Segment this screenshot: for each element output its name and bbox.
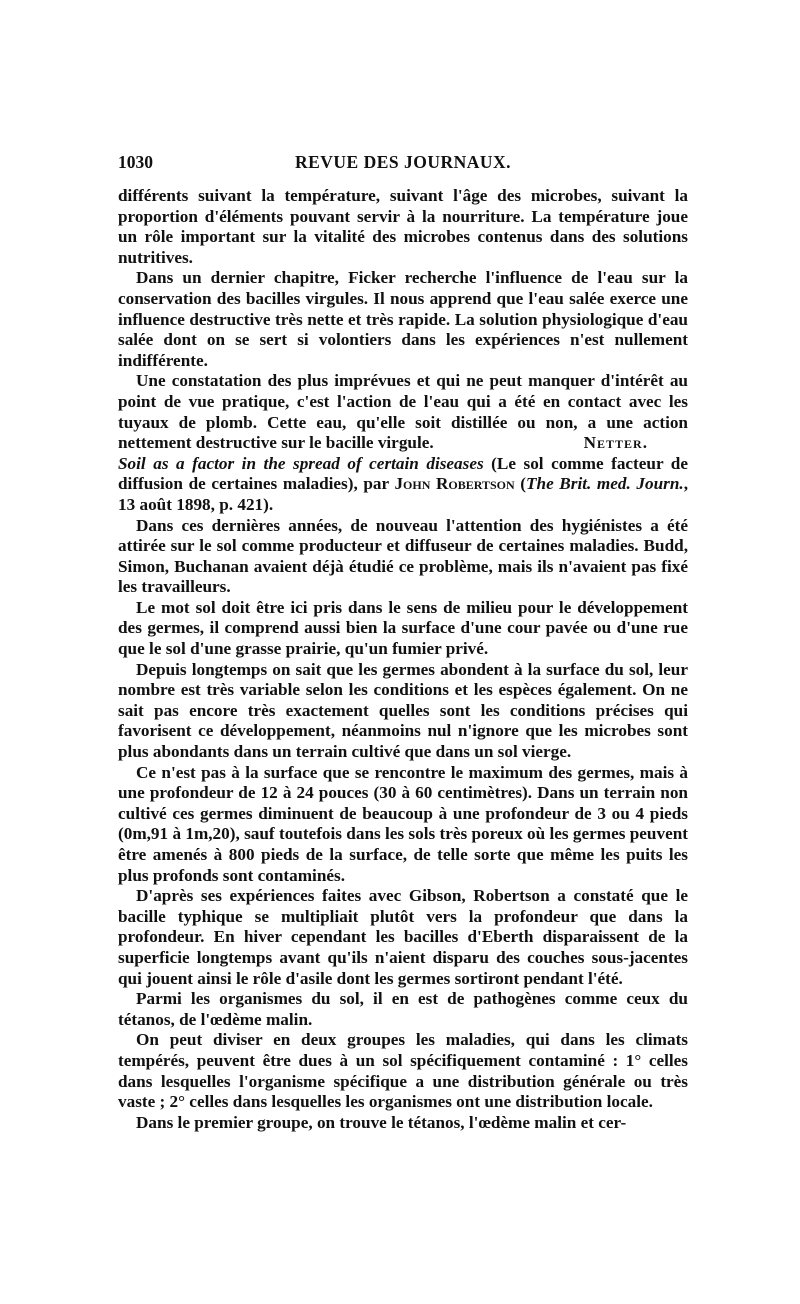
paragraph: Depuis longtemps on sait que les germes abondent à la surface du sol, leur nombre est très variable selon les conditions et les espèces également. On ne sait pas encore très exactement quelles sont les conditions précises qui favorisent ce développement, néanmoins nul n'ignore que les microbes sont plus abondants dans un terrain cultivé que dans un sol vierge.: [118, 659, 688, 762]
paragraph: Dans le premier groupe, on trouve le tétanos, l'œdème malin et cer-: [136, 1112, 627, 1132]
paragraph: Dans un dernier chapitre, Ficker recherche l'influence de l'eau sur la conservation des bacilles virgules. Il nous apprend que l'eau salée exerce une influence destructive très nette et très rapide. La solution physiologique d'eau salée dont on se sert si volontiers dans les expériences n'est nullement indifférente.: [118, 268, 688, 370]
author-signature: Netter.: [583, 433, 648, 453]
paragraph: Dans ces dernières années, de nouveau l'attention des hygiénistes a été attirée sur le sol comme producteur et diffuseur de certaines maladies. Budd, Simon, Buchanan avaient déjà étudié ce problème, mais ils n'avaient pas fixé les travailleurs.: [118, 515, 688, 597]
paragraph-text: Une constatation des plus imprévues et qui ne peut manquer d'intérêt au point de vue pratique, c'est l'action de l'eau qui a été en contact avec les tuyaux de plomb. Cette eau, qu'elle soit distillée ou non, a une action nettement destructive sur le bacille virgule.: [118, 371, 688, 453]
paragraph: [118, 371, 688, 453]
journal-citation: , 13 août 1898, p. 421).: [118, 474, 688, 514]
page-number: 1030: [118, 152, 153, 172]
journal-open: (: [514, 474, 527, 494]
article-author: John Robertson: [394, 474, 515, 494]
article-title: Soil as a factor in the spread of certain diseases: [118, 453, 484, 473]
body-text: [118, 186, 688, 1133]
article-title-translation: (Le sol comme facteur de diffusion de certaines maladies), par: [118, 453, 688, 494]
paragraph: différents suivant la température, suivant l'âge des microbes, suivant la proportion d'éléments pouvant servir à la nourriture. La température joue un rôle important sur la vitalité des microbes contenus dans des solutions nutritives.: [118, 186, 688, 267]
article-heading: [118, 454, 688, 516]
paragraph: Le mot sol doit être ici pris dans le sens de milieu pour le développement des germes, il comprend aussi bien la surface d'une cour pavée ou d'une rue que le sol d'une grasse prairie, qu'un fumier privé.: [118, 597, 688, 659]
journal-name: The Brit. med. Journ.: [526, 474, 684, 494]
paragraph: Ce n'est pas à la surface que se rencontre le maximum des germes, mais à une profondeur de 12 à 24 pouces (30 à 60 centimètres). Dans un terrain non cultivé ces germes diminuent de beaucoup à une profondeur de 3 ou 4 pieds (0m,91 à 1m,20), sauf toutefois dans les sols très poreux où les germes peuvent être amenés à 800 pieds de la surface, de telle sorte que même les puits les plus profonds sont contaminés.: [118, 762, 688, 885]
paragraph: D'après ses expériences faites avec Gibson, Robertson a constaté que le bacille typhique se multipliait plutôt vers la profondeur que dans la profondeur. En hiver cependant les bacilles d'Eberth disparaissent de la superficie longtemps avant qu'ils n'aient disparu des couches sous-jacentes qui jouent ainsi le rôle d'asile dont les germes sortiront pendant l'été.: [118, 886, 688, 988]
paragraph: Parmi les organismes du sol, il en est de pathogènes comme ceux du tétanos, de l'œdème malin.: [118, 989, 688, 1029]
paragraph: On peut diviser en deux groupes les maladies, qui dans les climats tempérés, peuvent être dues à un sol spécifiquement contaminé : 1° celles dans lesquelles l'organisme spécifique a une distribution générale ou très vaste ; 2° celles dans lesquelles les organismes ont une distribution locale.: [118, 1030, 688, 1112]
running-title: REVUE DES JOURNAUX.: [294, 152, 512, 172]
running-header: [118, 152, 688, 178]
